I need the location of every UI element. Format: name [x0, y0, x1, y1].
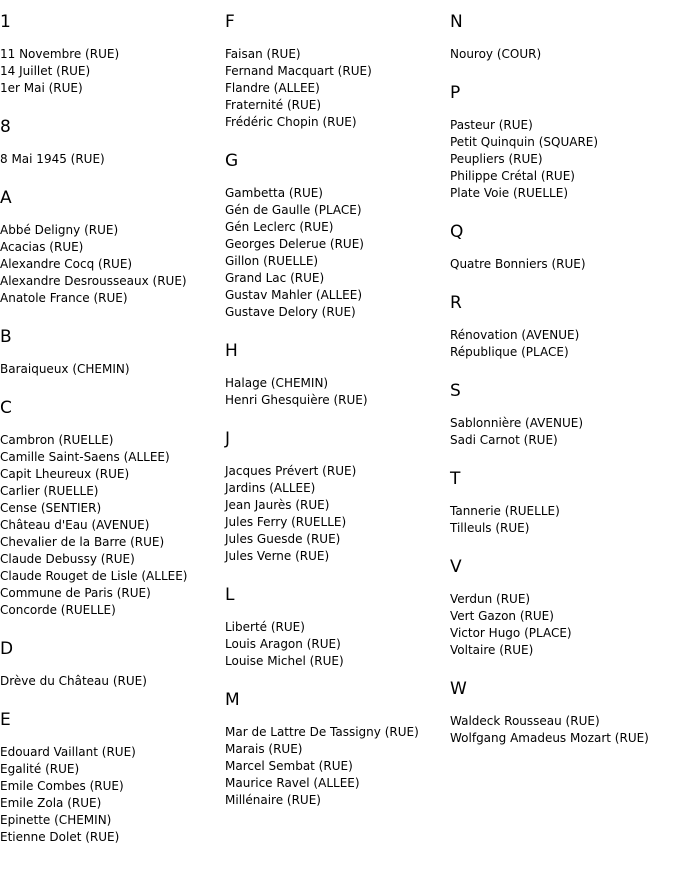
- street-item: Georges Delerue (RUE): [225, 237, 364, 251]
- letter-group: [450, 469, 672, 537]
- letter-heading: 8: [0, 117, 11, 137]
- street-list: [0, 151, 222, 168]
- street-item: Jules Ferry (RUELLE): [225, 515, 347, 529]
- street-item: 14 Juillet (RUE): [0, 64, 91, 78]
- letter-heading: B: [0, 327, 12, 347]
- letter-group: [0, 710, 222, 846]
- street-item: Fernand Macquart (RUE): [225, 64, 372, 78]
- letter-group: [450, 12, 672, 63]
- street-item: Alexandre Desrousseaux (RUE): [0, 274, 187, 288]
- street-item: Gén de Gaulle (PLACE): [225, 203, 362, 217]
- street-item: Grand Lac (RUE): [225, 271, 325, 285]
- letter-heading: J: [225, 429, 231, 449]
- street-list: [450, 327, 672, 361]
- street-item: Commune de Paris (RUE): [0, 586, 151, 600]
- street-item: Gambetta (RUE): [225, 186, 323, 200]
- letter-heading: D: [0, 639, 14, 659]
- letter-heading: W: [450, 679, 467, 699]
- street-list: [0, 673, 222, 690]
- letter-group: [225, 151, 447, 321]
- street-item: Petit Quinquin (SQUARE): [450, 135, 599, 149]
- street-item: Liberté (RUE): [225, 620, 305, 634]
- street-list: [450, 503, 672, 537]
- street-item: Egalité (RUE): [0, 762, 80, 776]
- street-item: Waldeck Rousseau (RUE): [450, 714, 600, 728]
- street-item: Mar de Lattre De Tassigny (RUE): [225, 725, 419, 739]
- street-item: Jean Jaurès (RUE): [225, 498, 330, 512]
- street-list: [0, 744, 222, 846]
- letter-heading: G: [225, 151, 239, 171]
- street-item: Tannerie (RUELLE): [450, 504, 560, 518]
- street-item: Etienne Dolet (RUE): [0, 830, 120, 844]
- street-index-column: [225, 0, 447, 829]
- street-item: Victor Hugo (PLACE): [450, 626, 572, 640]
- street-item: Château d'Eau (AVENUE): [0, 518, 150, 532]
- letter-group: [450, 557, 672, 659]
- street-list: [225, 463, 447, 565]
- street-item: Carlier (RUELLE): [0, 484, 99, 498]
- street-item: Gillon (RUELLE): [225, 254, 319, 268]
- letter-heading: H: [225, 341, 238, 361]
- street-list: [450, 713, 672, 747]
- letter-heading: P: [450, 83, 461, 103]
- street-item: Marcel Sembat (RUE): [225, 759, 353, 773]
- street-list: [225, 724, 447, 809]
- street-item: Flandre (ALLEE): [225, 81, 320, 95]
- letter-group: [450, 83, 672, 202]
- street-item: Plate Voie (RUELLE): [450, 186, 568, 200]
- street-item: Peupliers (RUE): [450, 152, 543, 166]
- street-list: [0, 222, 222, 307]
- letter-heading: L: [225, 585, 235, 605]
- street-item: Sablonnière (AVENUE): [450, 416, 583, 430]
- street-list: [0, 46, 222, 97]
- letter-heading: R: [450, 293, 462, 313]
- letter-group: [0, 639, 222, 690]
- street-item: Gustave Delory (RUE): [225, 305, 356, 319]
- letter-group: [0, 327, 222, 378]
- letter-group: [0, 12, 222, 97]
- street-list: [0, 432, 222, 619]
- street-item: Pasteur (RUE): [450, 118, 533, 132]
- letter-group: [450, 381, 672, 449]
- street-item: Voltaire (RUE): [450, 643, 534, 657]
- letter-heading: T: [450, 469, 461, 489]
- street-list: [450, 256, 672, 273]
- street-item: Sadi Carnot (RUE): [450, 433, 558, 447]
- letter-group: [450, 222, 672, 273]
- street-item: Jardins (ALLEE): [225, 481, 316, 495]
- street-list: [225, 46, 447, 131]
- street-item: Nouroy (COUR): [450, 47, 542, 61]
- street-item: Rénovation (AVENUE): [450, 328, 580, 342]
- street-item: Emile Zola (RUE): [0, 796, 102, 810]
- letter-heading: N: [450, 12, 463, 32]
- letter-group: [0, 398, 222, 619]
- street-item: Verdun (RUE): [450, 592, 531, 606]
- letter-group: [0, 188, 222, 307]
- letter-group: [225, 429, 447, 565]
- street-item: Tilleuls (RUE): [450, 521, 530, 535]
- street-item: Alexandre Cocq (RUE): [0, 257, 133, 271]
- street-list: [450, 591, 672, 659]
- street-item: Claude Debussy (RUE): [0, 552, 135, 566]
- street-item: Henri Ghesquière (RUE): [225, 393, 368, 407]
- street-item: Maurice Ravel (ALLEE): [225, 776, 360, 790]
- street-item: Quatre Bonniers (RUE): [450, 257, 586, 271]
- street-item: Faisan (RUE): [225, 47, 301, 61]
- street-item: Cambron (RUELLE): [0, 433, 114, 447]
- street-item: Abbé Deligny (RUE): [0, 223, 119, 237]
- street-item: Philippe Crétal (RUE): [450, 169, 575, 183]
- letter-heading: F: [225, 12, 235, 32]
- street-item: Claude Rouget de Lisle (ALLEE): [0, 569, 188, 583]
- street-list: [225, 185, 447, 321]
- street-item: Epinette (CHEMIN): [0, 813, 112, 827]
- street-item: Capit Lheureux (RUE): [0, 467, 130, 481]
- street-item: Edouard Vaillant (RUE): [0, 745, 136, 759]
- letter-heading: M: [225, 690, 240, 710]
- street-index-column: [0, 0, 222, 866]
- street-item: Vert Gazon (RUE): [450, 609, 554, 623]
- street-item: Concorde (RUELLE): [0, 603, 116, 617]
- street-item: 1er Mai (RUE): [0, 81, 83, 95]
- street-item: Frédéric Chopin (RUE): [225, 115, 357, 129]
- street-item: Fraternité (RUE): [225, 98, 322, 112]
- letter-heading: E: [0, 710, 11, 730]
- letter-group: [225, 690, 447, 809]
- street-item: Chevalier de la Barre (RUE): [0, 535, 165, 549]
- street-item: Baraiqueux (CHEMIN): [0, 362, 130, 376]
- street-item: Emile Combes (RUE): [0, 779, 124, 793]
- letter-heading: S: [450, 381, 461, 401]
- street-list: [450, 117, 672, 202]
- letter-group: [225, 12, 447, 131]
- street-item: Camille Saint-Saens (ALLEE): [0, 450, 170, 464]
- street-item: Wolfgang Amadeus Mozart (RUE): [450, 731, 649, 745]
- letter-heading: A: [0, 188, 12, 208]
- street-index-column: [450, 0, 672, 767]
- street-list: [225, 619, 447, 670]
- street-list: [450, 46, 672, 63]
- street-item: République (PLACE): [450, 345, 569, 359]
- letter-group: [225, 341, 447, 409]
- street-item: Halage (CHEMIN): [225, 376, 329, 390]
- street-item: Marais (RUE): [225, 742, 303, 756]
- street-item: Gén Leclerc (RUE): [225, 220, 334, 234]
- street-list: [225, 375, 447, 409]
- street-list: [450, 415, 672, 449]
- letter-heading: Q: [450, 222, 464, 242]
- street-item: Cense (SENTIER): [0, 501, 102, 515]
- street-item: Acacias (RUE): [0, 240, 84, 254]
- street-item: Jules Guesde (RUE): [225, 532, 341, 546]
- letter-group: [450, 293, 672, 361]
- street-item: Jules Verne (RUE): [225, 549, 330, 563]
- letter-heading: V: [450, 557, 462, 577]
- letter-group: [450, 679, 672, 747]
- street-item: 11 Novembre (RUE): [0, 47, 120, 61]
- street-item: Gustav Mahler (ALLEE): [225, 288, 363, 302]
- letter-heading: 1: [0, 12, 11, 32]
- street-item: Drève du Château (RUE): [0, 674, 147, 688]
- letter-heading: C: [0, 398, 12, 418]
- street-item: Anatole France (RUE): [0, 291, 128, 305]
- letter-group: [0, 117, 222, 168]
- street-item: Louis Aragon (RUE): [225, 637, 341, 651]
- street-list: [0, 361, 222, 378]
- street-item: Louise Michel (RUE): [225, 654, 344, 668]
- street-item: 8 Mai 1945 (RUE): [0, 152, 105, 166]
- street-item: Jacques Prévert (RUE): [225, 464, 357, 478]
- letter-group: [225, 585, 447, 670]
- street-item: Millénaire (RUE): [225, 793, 321, 807]
